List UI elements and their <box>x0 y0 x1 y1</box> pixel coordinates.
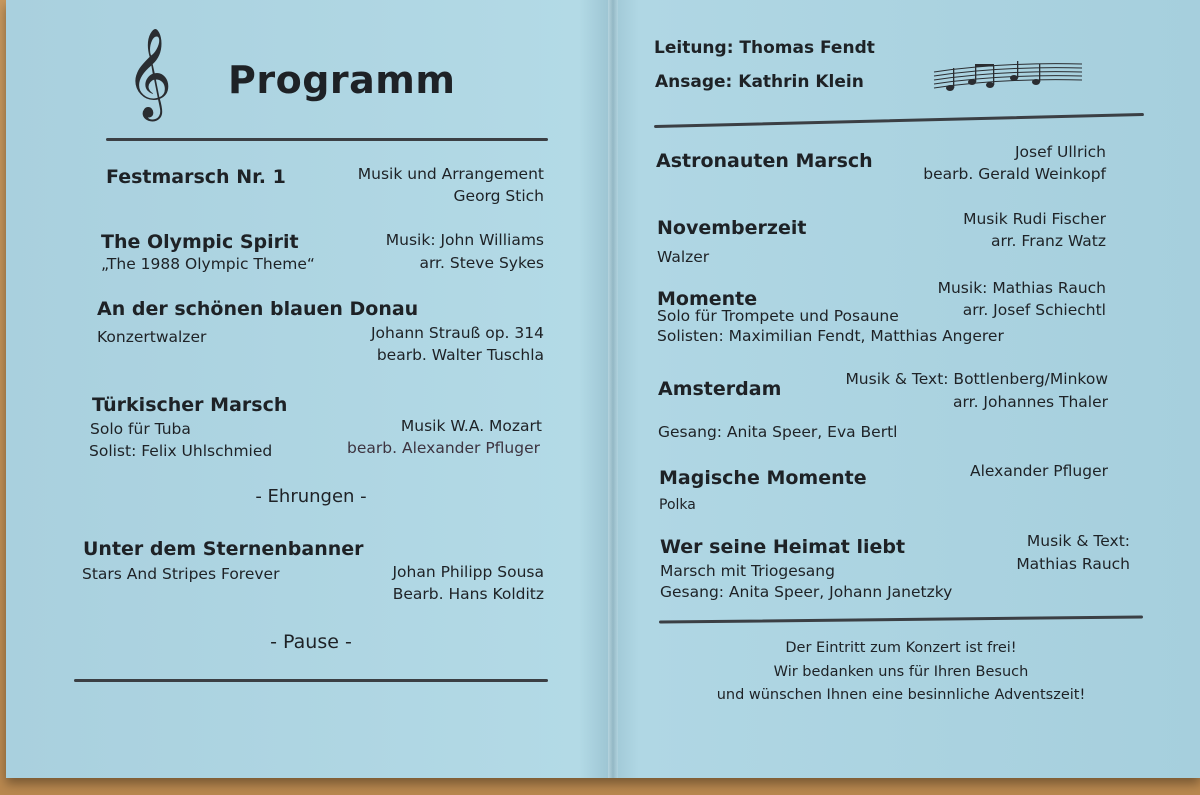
program-item-credit: bearb. Alexander Pfluger <box>347 439 540 457</box>
program-item-credit: arr. Johannes Thaler <box>953 393 1108 411</box>
program-item-credit: arr. Steve Sykes <box>419 254 544 272</box>
program-item-credit: Johann Strauß op. 314 <box>370 324 544 342</box>
program-item-credit: Johan Philipp Sousa <box>392 563 544 581</box>
page-title: Programm <box>228 58 456 102</box>
program-item-credit: Musik: Mathias Rauch <box>937 279 1106 297</box>
program-item-title: Amsterdam <box>658 378 782 400</box>
program-item-subtitle: „The 1988 Olympic Theme“ <box>101 255 315 273</box>
program-item-credit: bearb. Gerald Weinkopf <box>923 165 1106 183</box>
program-item-subtitle: Gesang: Anita Speer, Eva Bertl <box>658 423 898 441</box>
program-item-credit: arr. Franz Watz <box>991 232 1106 250</box>
program-item-subtitle: Gesang: Anita Speer, Johann Janetzky <box>660 583 953 601</box>
program-item-credit: Musik W.A. Mozart <box>400 417 542 435</box>
program-item-title: The Olympic Spirit <box>101 231 299 253</box>
program-item-subtitle: Konzertwalzer <box>97 328 207 346</box>
program-item-credit: Musik & Text: Bottlenberg/Minkow <box>845 370 1108 388</box>
program-item-title: Momente <box>657 288 758 310</box>
program-item-title: Novemberzeit <box>657 217 807 239</box>
ansage-text: Ansage: Kathrin Klein <box>655 72 864 92</box>
program-item-subtitle: Polka <box>659 497 696 513</box>
program-item-credit: Musik Rudi Fischer <box>963 210 1106 228</box>
program-item-title: Türkischer Marsch <box>92 394 288 416</box>
program-sheet <box>6 0 1200 778</box>
program-item-subtitle: Stars And Stripes Forever <box>82 565 280 583</box>
program-item-subtitle: Walzer <box>657 248 710 266</box>
page-fold <box>608 0 618 778</box>
program-item-subtitle: Solo für Tuba <box>90 420 191 438</box>
footer-line: Wir bedanken uns für Ihren Besuch <box>773 664 1029 680</box>
program-item-credit: Musik: John Williams <box>385 231 544 249</box>
program-item-title: Unter dem Sternenbanner <box>83 538 364 560</box>
program-item-title: Wer seine Heimat liebt <box>660 536 906 558</box>
program-item-subtitle: Marsch mit Triogesang <box>660 562 835 580</box>
treble-clef-icon: 𝄞 <box>126 28 173 118</box>
header-divider <box>654 113 1144 128</box>
program-item-credit: Musik und Arrangement <box>357 165 544 183</box>
program-item-subtitle: Solisten: Maximilian Fendt, Matthias Angerer <box>657 327 1004 345</box>
ehrungen-label: - Ehrungen - <box>255 486 367 507</box>
program-item-title: Magische Momente <box>659 467 867 489</box>
program-item-credit: Georg Stich <box>453 187 544 205</box>
footer-line: Der Eintritt zum Konzert ist frei! <box>785 640 1017 656</box>
program-item-credit: Mathias Rauch <box>1016 555 1130 573</box>
program-item-subtitle: Solist: Felix Uhlschmied <box>89 442 273 460</box>
program-item-credit: bearb. Walter Tuschla <box>376 346 544 364</box>
program-item-credit: Josef Ullrich <box>1014 143 1106 161</box>
program-item-credit: arr. Josef Schiechtl <box>962 301 1106 319</box>
program-item-credit: Alexander Pfluger <box>969 462 1108 480</box>
title-divider <box>106 138 548 141</box>
program-item-credit: Musik & Text: <box>1026 532 1130 550</box>
pause-label: - Pause - <box>270 631 352 653</box>
program-item-title: Astronauten Marsch <box>656 150 873 172</box>
leitung-text: Leitung: Thomas Fendt <box>654 38 875 58</box>
music-notes-icon <box>932 58 1092 104</box>
program-item-title: An der schönen blauen Donau <box>97 298 419 320</box>
bottom-divider <box>74 679 548 682</box>
program-item-title: Festmarsch Nr. 1 <box>106 166 286 188</box>
footer-line: und wünschen Ihnen eine besinnliche Adventszeit! <box>716 687 1086 703</box>
program-item-credit: Bearb. Hans Kolditz <box>392 585 544 603</box>
footer-divider <box>659 615 1143 623</box>
program-item-subtitle: Solo für Trompete und Posaune <box>657 307 899 325</box>
